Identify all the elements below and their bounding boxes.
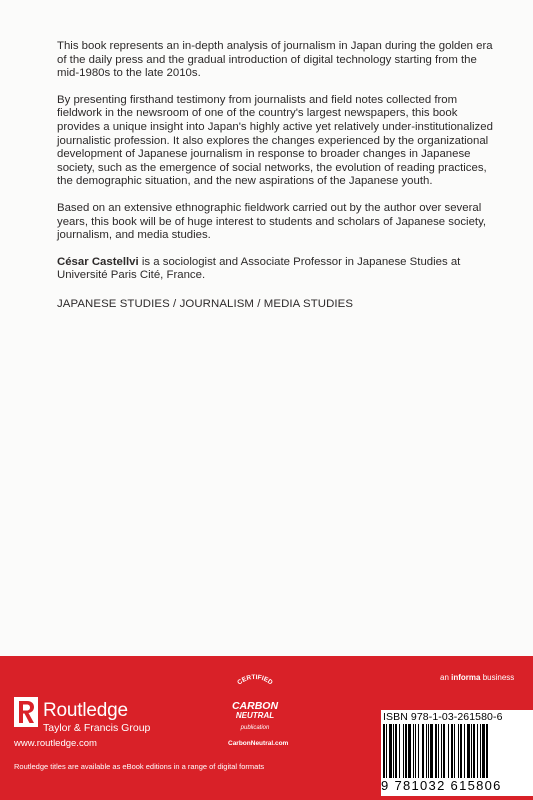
barcode-bar xyxy=(415,724,416,778)
author-name: César Castellvi xyxy=(57,255,139,268)
publisher-name: Routledge xyxy=(43,700,128,721)
barcode-bar xyxy=(471,724,472,778)
informa-prefix: an xyxy=(440,673,452,682)
barcode-bar xyxy=(477,724,478,778)
author-bio xyxy=(57,256,497,283)
author-bio-text: is a sociologist and Associate Professor in Japanese Studies at Université Paris Cité, France. xyxy=(57,255,461,282)
barcode-bar xyxy=(428,724,429,778)
informa-suffix: business xyxy=(480,673,515,682)
barcode-bar xyxy=(454,724,455,778)
publisher-group: Taylor & Francis Group xyxy=(43,722,151,734)
subject-categories: JAPANESE STUDIES / JOURNALISM / MEDIA STUDIES xyxy=(57,297,354,310)
barcode-bar xyxy=(443,724,445,778)
barcode-bar xyxy=(473,724,475,778)
barcode-bar xyxy=(383,724,385,778)
publisher-url[interactable]: www.routledge.com xyxy=(14,738,97,749)
barcode-bars xyxy=(383,724,531,778)
barcode-bar xyxy=(458,724,459,778)
informa-business-label xyxy=(440,673,514,682)
barcode-bar xyxy=(403,724,404,778)
carbon-publication-label: publication xyxy=(240,725,270,731)
blurb-paragraph-2: By presenting firsthand testimony from journalists and field notes collected from fieldwork in the newsroom of one of the country's largest newspapers, this book provides a unique insight into Japan's highly active yet relatively under-institutionalized journalistic profession. It also explores the changes experienced by the organizational development of Japanese journalism in response to broader changes in Japanese society, such as the emergence of social networks, the evolution of reading practices, the demographic situation, and the new aspirations of the Japanese youth. xyxy=(57,93,493,188)
svg-text:CERTIFIED xyxy=(236,674,274,687)
barcode-bar xyxy=(441,724,442,778)
barcode-bar xyxy=(448,724,449,778)
barcode-bar xyxy=(464,724,465,778)
carbon-certified-label: CERTIFIED xyxy=(236,673,274,687)
barcode-bar xyxy=(422,724,424,778)
barcode-bar xyxy=(395,724,397,778)
blurb-paragraph-1: This book represents an in-depth analysis of journalism in Japan during the golden era of the daily press and the gradual introduction of digital technology starting from the mid-1980s to the late 2010s. xyxy=(57,40,493,80)
barcode-bar xyxy=(408,724,411,778)
informa-brand: informa xyxy=(451,673,481,682)
carbon-neutral-url[interactable]: CarbonNeutral.com xyxy=(228,740,289,747)
isbn-barcode xyxy=(381,710,533,796)
barcode-bar xyxy=(467,724,470,778)
barcode-bar xyxy=(460,724,462,778)
barcode-bar xyxy=(399,724,400,778)
barcode-bar xyxy=(435,724,437,778)
barcode-bar xyxy=(482,724,485,778)
carbon-neutral-badge-icon xyxy=(219,673,291,731)
ebook-availability-note: Routledge titles are available as eBook editions in a range of digital formats xyxy=(14,762,265,771)
barcode-bar xyxy=(393,724,394,778)
barcode-bar xyxy=(438,724,439,778)
routledge-logo-icon xyxy=(14,697,38,727)
barcode-bar xyxy=(451,724,453,778)
barcode-bar xyxy=(426,724,427,778)
barcode-bar xyxy=(413,724,414,778)
barcode-bar xyxy=(480,724,481,778)
barcode-bar xyxy=(389,724,392,778)
barcode-bar xyxy=(386,724,387,778)
barcode-bar xyxy=(430,724,433,778)
isbn-number: ISBN 978-1-03-261580-6 xyxy=(383,711,503,723)
neutral-word: NEUTRAL xyxy=(235,711,275,720)
barcode-bar xyxy=(486,724,488,778)
barcode-digits: 9 781032 615806 xyxy=(381,778,502,793)
barcode-bar xyxy=(405,724,407,778)
blurb-paragraph-3: Based on an extensive ethnographic fieldwork carried out by the author over several years, this book will be of huge interest to students and scholars of Japanese society, journalism, and media studies. xyxy=(57,201,487,242)
book-blurb xyxy=(57,40,497,325)
carbon-word: CARBON xyxy=(231,700,279,712)
barcode-bar xyxy=(418,724,419,778)
